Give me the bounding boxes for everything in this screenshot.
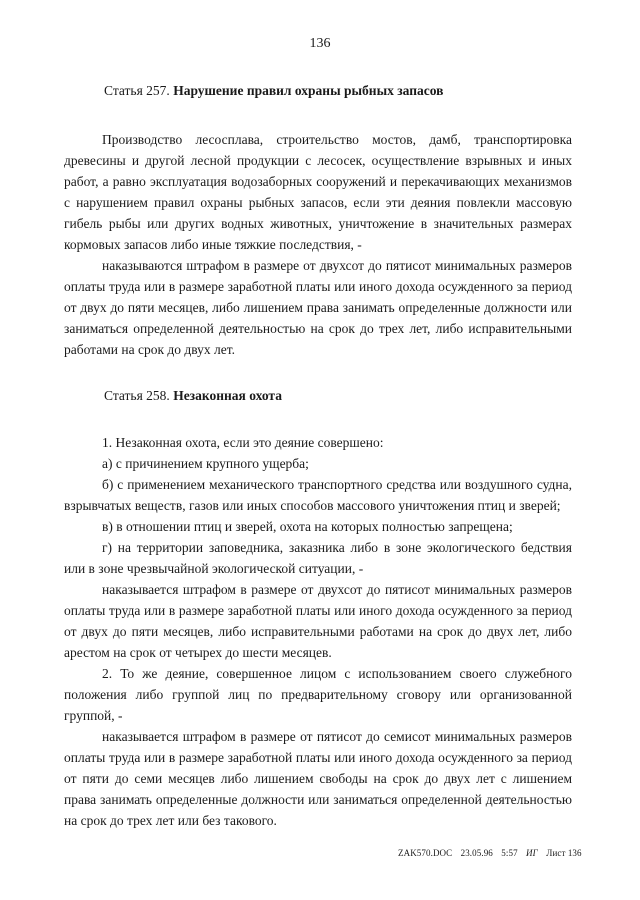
article-257-paragraph: Производство лесосплава, строительство мостов, дамб, транспортировка древесины и другой лесной продукции с лесосек, осуществление взрывных и иных работ, а равно эксплуатация водозаборных сооружений и перекачивающих механизмов с нарушением правил охраны рыбных запасов, если эти деяния повлекли массовую гибель рыбы или других водных животных, уничтожение в значительных размерах кормовых запасов либо иные тяжкие последствия, - [64, 132, 572, 252]
article-258-heading [104, 388, 282, 404]
article-257-paragraph: наказываются штрафом в размере от двухсот до пятисот минимальных размеров оплаты труда или в размере заработной платы или иного дохода осужденного за период от двух до пяти месяцев, либо лишением права занимать определенные должности или заниматься определенной деятельностью на срок до трех лет, либо исправительными работами на срок до двух лет. [64, 258, 572, 357]
article-258-paragraph: в) в отношении птиц и зверей, охота на которых полностью запрещена; [102, 519, 513, 534]
article-257-label: Статья 257. [104, 83, 170, 98]
article-257-body [64, 129, 572, 360]
article-257-heading [104, 83, 443, 99]
article-258-paragraph: б) с применением механического транспортного средства или воздушного судна, взрывчатых веществ, газов или иных способов массового уничтожения птиц и зверей; [64, 477, 572, 513]
footer-time: 5:57 [501, 848, 518, 858]
article-258-label: Статья 258. [104, 388, 170, 403]
article-258-paragraph: наказывается штрафом в размере от пятисот до семисот минимальных размеров оплаты труда или в размере заработной платы или иного дохода осужденного за период от пяти до семи месяцев либо лишением свободы на срок до двух лет с лишением права занимать определенные должности или заниматься определенной деятельностью на срок до трех лет или без такового. [64, 729, 572, 828]
article-258-paragraph: наказывается штрафом в размере от двухсот до пятисот минимальных размеров оплаты труда или в размере заработной платы или иного дохода осужденного за период от двух до пяти месяцев, либо исправительными работами на срок до двух лет, либо арестом на срок от четырех до шести месяцев. [64, 582, 572, 660]
footer-date: 23.05.96 [460, 848, 493, 858]
article-258-paragraph: 2. То же деяние, совершенное лицом с использованием своего служебного положения либо группой лиц по предварительному сговору или организованной группой, - [64, 666, 572, 723]
page-number: 136 [309, 36, 331, 51]
article-257-title: Нарушение правил охраны рыбных запасов [173, 83, 444, 98]
footer-sheet: Лист 136 [546, 848, 582, 858]
article-258-title: Незаконная охота [173, 388, 282, 403]
article-258-body [64, 432, 572, 831]
page-footer [398, 848, 582, 858]
article-258-paragraph: а) с причинением крупного ущерба; [102, 456, 309, 471]
article-258-paragraph: 1. Незаконная охота, если это деяние совершено: [102, 435, 384, 450]
footer-file-name: ZAK570.DOC [398, 848, 453, 858]
article-258-paragraph: г) на территории заповедника, заказника либо в зоне экологического бедствия или в зоне чрезвычайной экологической ситуации, - [64, 540, 572, 576]
footer-initials: ИГ [526, 848, 538, 858]
